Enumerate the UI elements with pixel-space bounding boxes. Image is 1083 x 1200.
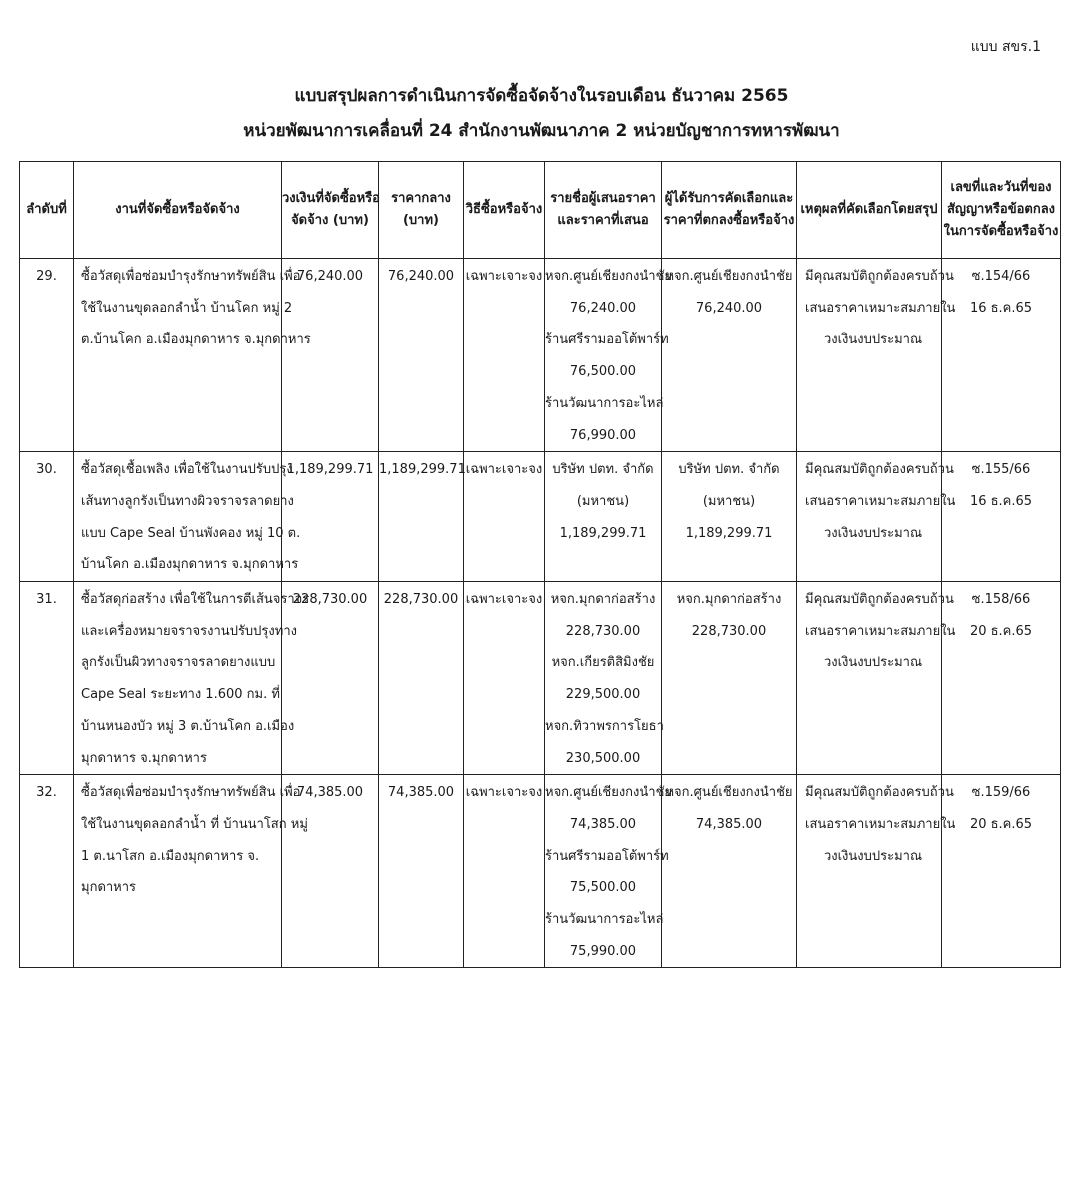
header-budget: วงเงินที่จัดซื้อหรือ จัดจ้าง (บาท) [282,162,379,259]
procurement-table [19,161,1061,968]
row-number: 32. [20,775,74,968]
method-cell: เฉพาะเจาะจง [464,775,545,968]
document-title: แบบสรุปผลการดำเนินการจัดซื้อจัดจ้างในรอบเดือน ธันวาคม 2565 [294,86,789,106]
reason-cell: มีคุณสมบัติถูกต้องครบถ้วน เสนอราคาเหมาะสมภายใน วงเงินงบประมาณ [797,775,942,968]
method-cell: เฉพาะเจาะจง [464,259,545,452]
bidders-cell: หจก.ศูนย์เชียงกงนำชัย 76,240.00 ร้านศรีรามออโต้พาร์ท 76,500.00 ร้านวัฒนาการอะไหล่ 76,990.00 [545,259,662,452]
row-number: 29. [20,259,74,452]
item-description: ซื้อวัสดุเพื่อซ่อมบำรุงรักษาทรัพย์สิน เพื่อ ใช้ในงานขุดลอกลำน้ำ บ้านโคก หมู่ 2 ต.บ้านโคก อ.เมืองมุกดาหาร จ.มุกดาหาร [74,259,282,452]
bidders-cell: บริษัท ปตท. จำกัด (มหาชน) 1,189,299.71 [545,452,662,582]
bidders-cell: หจก.ศูนย์เชียงกงนำชัย 74,385.00 ร้านศรีรามออโต้พาร์ท 75,500.00 ร้านวัฒนาการอะไหล่ 75,990.00 [545,775,662,968]
header-selected: ผู้ได้รับการคัดเลือกและ ราคาที่ตกลงซื้อหรือจ้าง [662,162,797,259]
budget-cell: 74,385.00 [282,775,379,968]
table-row [20,775,1061,968]
reason-cell: มีคุณสมบัติถูกต้องครบถ้วน เสนอราคาเหมาะสมภายใน วงเงินงบประมาณ [797,582,942,775]
row-number: 31. [20,582,74,775]
header-reason: เหตุผลที่คัดเลือกโดยสรุป [797,162,942,259]
item-description: ซื้อวัสดุเพื่อซ่อมบำรุงรักษาทรัพย์สิน เพื่อ ใช้ในงานขุดลอกลำน้ำ ที่ บ้านนาโสก หมู่ 1 ต.นาโสก อ.เมืองมุกดาหาร จ. มุกดาหาร [74,775,282,968]
budget-cell: 1,189,299.71 [282,452,379,582]
median-price-cell: 74,385.00 [379,775,464,968]
method-cell: เฉพาะเจาะจง [464,582,545,775]
bidders-cell: หจก.มุกดาก่อสร้าง 228,730.00 หจก.เกียรติสิมิงชัย 229,500.00 หจก.ทิวาพรการโยธา 230,500.00 [545,582,662,775]
header-method: วิธีซื้อหรือจ้าง [464,162,545,259]
form-code: แบบ สขร.1 [970,39,1041,55]
budget-cell: 76,240.00 [282,259,379,452]
contract-cell: ซ.155/66 16 ธ.ค.65 [942,452,1061,582]
median-price-cell: 228,730.00 [379,582,464,775]
header-no: ลำดับที่ [20,162,74,259]
item-description: ซื้อวัสดุเชื้อเพลิง เพื่อใช้ในงานปรับปรุง เส้นทางลูกรังเป็นทางผิวจราจรลาดยาง แบบ Cape Seal บ้านพังคอง หมู่ 10 ต. บ้านโคก อ.เมืองมุกดาหาร จ.มุกดาหาร [74,452,282,582]
contract-cell: ซ.154/66 16 ธ.ค.65 [942,259,1061,452]
table-row [20,452,1061,582]
item-description: ซื้อวัสดุก่อสร้าง เพื่อใช้ในการตีเส้นจราจร และเครื่องหมายจราจรงานปรับปรุงทาง ลูกรังเป็นผิวทางจราจรลาดยางแบบ Cape Seal ระยะทาง 1.600 กม. ที่ บ้านหนองบัว หมู่ 3 ต.บ้านโคก อ.เมือง มุกดาหาร จ.มุกดาหาร [74,582,282,775]
median-price-cell: 76,240.00 [379,259,464,452]
document-subtitle: หน่วยพัฒนาการเคลื่อนที่ 24 สำนักงานพัฒนาภาค 2 หน่วยบัญชาการทหารพัฒนา [243,121,840,141]
contract-cell: ซ.159/66 20 ธ.ค.65 [942,775,1061,968]
reason-cell: มีคุณสมบัติถูกต้องครบถ้วน เสนอราคาเหมาะสมภายใน วงเงินงบประมาณ [797,259,942,452]
header-median-price: ราคากลาง (บาท) [379,162,464,259]
budget-cell: 228,730.00 [282,582,379,775]
header-item: งานที่จัดซื้อหรือจัดจ้าง [74,162,282,259]
median-price-cell: 1,189,299.71 [379,452,464,582]
selected-cell: หจก.ศูนย์เชียงกงนำชัย 76,240.00 [662,259,797,452]
selected-cell: หจก.ศูนย์เชียงกงนำชัย 74,385.00 [662,775,797,968]
header-contract: เลขที่และวันที่ของ สัญญาหรือข้อตกลง ในการจัดซื้อหรือจ้าง [942,162,1061,259]
method-cell: เฉพาะเจาะจง [464,452,545,582]
table-row [20,259,1061,452]
contract-cell: ซ.158/66 20 ธ.ค.65 [942,582,1061,775]
row-number: 30. [20,452,74,582]
table-row [20,582,1061,775]
header-row [20,162,1061,259]
header-bidders: รายชื่อผู้เสนอราคา และราคาที่เสนอ [545,162,662,259]
selected-cell: หจก.มุกดาก่อสร้าง 228,730.00 [662,582,797,775]
selected-cell: บริษัท ปตท. จำกัด (มหาชน) 1,189,299.71 [662,452,797,582]
reason-cell: มีคุณสมบัติถูกต้องครบถ้วน เสนอราคาเหมาะสมภายใน วงเงินงบประมาณ [797,452,942,582]
